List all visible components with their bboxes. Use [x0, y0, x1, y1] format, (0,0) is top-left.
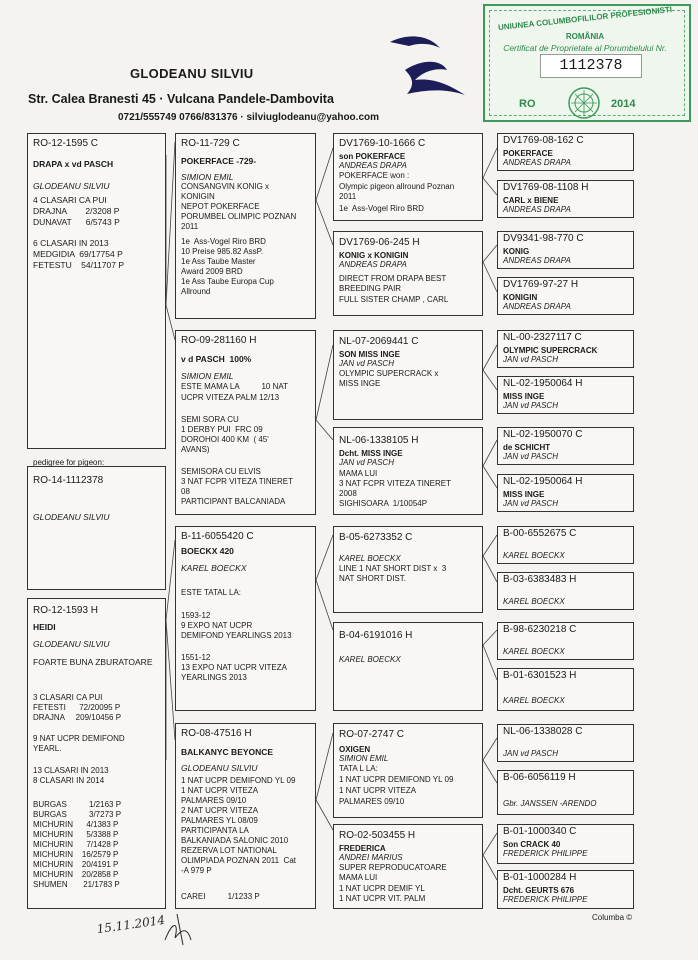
ancestor-note: CAREI 1/1233 P [181, 892, 260, 901]
ancestor-note: 1 NAT UCPR VITEZA [181, 786, 259, 795]
ancestor-ring: DV1769-97-27 H [503, 279, 579, 290]
ancestor-note: SIGHISOARA 1/10054P [339, 499, 428, 508]
gen3-box-a [333, 133, 483, 221]
ancestor-owner: FREDERICK PHILIPPE [503, 895, 588, 904]
ancestor-owner: GLODEANU SILVIU [181, 763, 258, 773]
ancestor-note: Olympic pigeon allround Poznan [339, 182, 455, 191]
gen4-box [497, 330, 634, 368]
ancestor-owner: ANDREAS DRAPA [339, 260, 407, 269]
ancestor-owner: KAREL BOECKX [503, 696, 565, 705]
ancestor-ring: B-01-6301523 H [503, 670, 577, 681]
ancestor-note: DOROHOI 400 KM ( 45' [181, 435, 269, 444]
ancestor-note: MAMA LUI [339, 873, 378, 882]
ancestor-note: 1e Ass Taube Europa Cup [181, 277, 274, 286]
ancestor-note: 1 DERBY PUI FRC 09 [181, 425, 263, 434]
ancestor-owner: Gbr. JANSSEN -ARENDO [503, 799, 597, 808]
sire-line: FETESTU 54/11707 P [33, 260, 125, 270]
sire-line: MEDGIDIA 69/17754 P [33, 249, 123, 259]
dam-line: MICHURIN 16/2579 P [33, 850, 119, 859]
certificate-country-code: RO [519, 98, 536, 110]
ancestor-ring: B-01-1000284 H [503, 872, 577, 883]
sire-ring: RO-12-1595 C [33, 138, 99, 149]
ancestor-note: 2011 [181, 222, 199, 231]
pedigree-label: pedigree for pigeon: [33, 458, 105, 467]
certificate-number: 1112378 [540, 54, 642, 78]
sire-owner: GLODEANU SILVIU [33, 181, 110, 191]
dam-line: MICHURIN 7/1428 P [33, 840, 119, 849]
certificate-year: 2014 [611, 98, 636, 110]
ancestor-ring: B-05-6273352 C [339, 532, 413, 543]
certificate-union: UNIUNEA COLUMBOFILILOR PROFESIONISTI [497, 4, 673, 33]
ancestor-note: SEMISORA CU ELVIS [181, 467, 261, 476]
ancestor-ring: NL-06-1338105 H [339, 435, 419, 446]
ancestor-owner: JAN vd PASCH [339, 359, 394, 368]
ancestor-owner: KAREL BOECKX [339, 655, 401, 664]
ancestor-owner: JAN vd PASCH [339, 458, 394, 467]
ancestor-note: BREEDING PAIR [339, 284, 402, 293]
ancestor-note: 1 NAT UCPR DEMIFOND YL 09 [181, 776, 296, 785]
ancestor-name: CARL x BIENE [503, 196, 559, 205]
ancestor-note: 1 NAT UCPR VITEZA [339, 786, 417, 795]
ancestor-name: KONIG x KONIGIN [339, 251, 409, 260]
ancestor-note: 1e Ass Taube Master [181, 257, 256, 266]
dam-box [27, 598, 166, 909]
ancestor-ring: RO-09-281160 H [181, 335, 257, 346]
ancestor-note: 2 NAT UCPR VITEZA [181, 806, 259, 815]
ancestor-ring: B-03-6383483 H [503, 574, 577, 585]
ancestor-owner: JAN vd PASCH [503, 401, 558, 410]
ancestor-ring: B-04-6191016 H [339, 630, 413, 641]
ancestor-name: Dcht. MISS INGE [339, 449, 403, 458]
certificate-title: Certificat de Proprietate al Porumbelului Nr. [503, 43, 667, 53]
ancestor-note: 1 NAT UCPR DEMIFOND YL 09 [339, 775, 454, 784]
gen3-box-h [333, 824, 483, 909]
gen4-box [497, 724, 634, 762]
owner-contacts: 0721/555749 0766/831376 · silviuglodeanu@yahoo.com [118, 112, 380, 123]
ancestor-name: KONIG [503, 247, 530, 256]
ancestor-note: YEARLINGS 2013 [181, 673, 247, 682]
ancestor-ring: RO-02-503455 H [339, 830, 416, 841]
ancestor-ring: DV9341-98-770 C [503, 233, 584, 244]
ancestor-note: PORUMBEL OLIMPIC POZNAN [181, 212, 297, 221]
gen4-box [497, 622, 634, 660]
gen4-box [497, 427, 634, 465]
handwritten-signature [95, 900, 215, 950]
ancestor-ring: B-98-6230218 C [503, 624, 577, 635]
ancestor-note: Award 2009 BRD [181, 267, 243, 276]
gen4-box [497, 376, 634, 414]
ancestor-name: BALKANYC BEYONCE [181, 747, 274, 757]
ancestor-note: 3 NAT FCPR VITEZA TINERET [181, 477, 294, 486]
ancestor-note: SUPER REPRODUCATOARE [339, 863, 447, 872]
dam-line: FETESTI 72/20095 P [33, 703, 121, 712]
ancestor-ring: DV1769-10-1666 C [339, 138, 426, 149]
ancestor-owner: KAREL BOECKX [181, 563, 247, 573]
gen4-box [497, 572, 634, 610]
gen3-box-d [333, 427, 483, 515]
granddam-paternal-box [175, 330, 316, 515]
ancestor-owner: KAREL BOECKX [503, 647, 565, 656]
grandsire-paternal-box [175, 133, 316, 319]
ancestor-note: 1e Ass-Vogel Riro BRD [181, 237, 266, 246]
ancestor-note: DEMIFOND YEARLINGS 2013 [181, 631, 292, 640]
ancestor-name: OXIGEN [339, 745, 371, 754]
dam-owner: GLODEANU SILVIU [33, 639, 110, 649]
ancestor-ring: DV1769-08-1108 H [503, 182, 589, 193]
gen4-box [497, 668, 634, 711]
gen4-box [497, 133, 634, 171]
ancestor-note: 08 [181, 487, 190, 496]
ancestor-note: BALKANIADA SALONIC 2010 [181, 836, 289, 845]
ancestor-ring: NL-07-2069441 C [339, 336, 419, 347]
gen3-box-e [333, 526, 483, 613]
gen3-box-c [333, 330, 483, 420]
gen4-box [497, 180, 634, 218]
ancestor-note: PALMARES 09/10 [181, 796, 247, 805]
ancestor-note: MAMA LUI [339, 469, 378, 478]
ancestor-ring: DV1769-06-245 H [339, 237, 420, 248]
ancestor-name: MISS INGE [503, 490, 545, 499]
ancestor-name: FREDERICA [339, 844, 386, 853]
sire-line: 6 CLASARI IN 2013 [33, 238, 109, 248]
footer-brand: Columba © [592, 913, 633, 922]
ancestor-note: -A 979 P [181, 866, 212, 875]
dam-ring: RO-12-1593 H [33, 605, 99, 616]
ancestor-ring: RO-07-2747 C [339, 729, 405, 740]
ancestor-note: PALMARES YL 08/09 [181, 816, 258, 825]
ancestor-note: OLYMPIC SUPERCRACK x [339, 369, 439, 378]
grandsire-maternal-box [175, 526, 316, 711]
subject-ring: RO-14-1112378 [33, 475, 104, 486]
gen4-box [497, 277, 634, 315]
ancestor-owner: JAN vd PASCH [503, 452, 558, 461]
dam-line: YEARL. [33, 744, 62, 753]
ancestor-note: KONIGIN [181, 192, 215, 201]
ancestor-name: POKERFACE [503, 149, 553, 158]
ancestor-name: BOECKX 420 [181, 546, 234, 556]
sire-line: 4 CLASARI CA PUI [33, 195, 107, 205]
ancestor-note: PARTICIPANT BALCANIADA [181, 497, 286, 506]
ancestor-owner: ANDREAS DRAPA [503, 158, 571, 167]
ancestor-ring: RO-11-729 C [181, 138, 240, 149]
ancestor-ring: B-06-6056119 H [503, 772, 576, 783]
ancestor-note: 1e Ass-Vogel Riro BRD [339, 204, 424, 213]
ancestor-name: Dcht. GEURTS 676 [503, 886, 575, 895]
sire-box [27, 133, 166, 449]
gen3-box-b [333, 231, 483, 316]
ancestor-note: 1 NAT UCPR DEMIF YL [339, 884, 425, 893]
ancestor-owner: SIMION EMIL [181, 172, 234, 182]
ancestor-note: PALMARES 09/10 [339, 797, 405, 806]
ancestor-owner: ANDREI MARIUS [339, 853, 403, 862]
ancestor-note: NEPOT POKERFACE [181, 202, 260, 211]
dam-line: FOARTE BUNA ZBURATOARE [33, 657, 153, 667]
ancestor-note: 10 Preise 985.82 AssP. [181, 247, 264, 256]
ancestor-note: POKERFACE won : [339, 171, 410, 180]
ancestor-note: UCPR VITEZA PALM 12/13 [181, 393, 280, 402]
ancestor-ring: NL-02-1950064 H [503, 378, 583, 389]
ancestor-note: TATA L LA: [339, 764, 378, 773]
granddam-maternal-box [175, 723, 316, 909]
ancestor-note: 9 EXPO NAT UCPR [181, 621, 253, 630]
gen4-box [497, 231, 634, 269]
ancestor-name: son POKERFACE [339, 152, 406, 161]
ancestor-note: REZERVA LOT NATIONAL [181, 846, 277, 855]
ancestor-note: DIRECT FROM DRAPA BEST [339, 274, 447, 283]
dam-line: MICHURIN 20/2858 P [33, 870, 119, 879]
ancestor-owner: FREDERICK PHILIPPE [503, 849, 588, 858]
dam-line: 8 CLASARI IN 2014 [33, 776, 105, 785]
gen4-box [497, 870, 634, 909]
dam-line: 9 NAT UCPR DEMIFOND [33, 734, 125, 743]
gen4-box [497, 824, 634, 864]
ancestor-owner: ANDREAS DRAPA [503, 256, 571, 265]
dam-line: MICHURIN 4/1383 P [33, 820, 119, 829]
ancestor-owner: KAREL BOECKX [503, 597, 565, 606]
gen4-box [497, 770, 634, 815]
ancestor-note: 2011 [339, 192, 357, 201]
ancestor-note: 13 EXPO NAT UCPR VITEZA [181, 663, 287, 672]
ancestor-owner: SIMION EMIL [181, 371, 234, 381]
ancestor-name: KONIGIN [503, 293, 538, 302]
ancestor-note: 1593-12 [181, 611, 211, 620]
ancestor-note: 3 NAT FCPR VITEZA TINERET [339, 479, 452, 488]
ancestor-ring: B-01-1000340 C [503, 826, 577, 837]
ancestor-note: 2008 [339, 489, 357, 498]
dam-line: BURGAS 1/2163 P [33, 800, 122, 809]
dam-line: DRAJNA 209/10456 P [33, 713, 122, 722]
dam-line: MICHURIN 5/3388 P [33, 830, 119, 839]
ancestor-ring: NL-02-1950064 H [503, 476, 583, 487]
ancestor-note: ESTE MAMA LA 10 NAT [181, 382, 288, 391]
ancestor-note: FULL SISTER CHAMP , CARL [339, 295, 449, 304]
ancestor-note: NAT SHORT DIST. [339, 574, 406, 583]
sire-line: DUNAVAT 6/5743 P [33, 217, 120, 227]
subject-box [27, 466, 166, 590]
ancestor-ring: NL-06-1338028 C [503, 726, 583, 737]
ancestor-note: SEMI SORA CU [181, 415, 239, 424]
ancestor-ring: NL-00-2327117 C [503, 332, 582, 343]
dam-name: HEIDI [33, 622, 56, 632]
gen4-box [497, 526, 634, 564]
dam-line: MICHURIN 20/4191 P [33, 860, 119, 869]
ancestor-owner: ANDREAS DRAPA [339, 161, 407, 170]
ancestor-owner: JAN vd PASCH [503, 749, 558, 758]
sire-line: DRAJNA 2/3208 P [33, 206, 120, 216]
gen3-box-f [333, 622, 483, 711]
ancestor-owner: KAREL BOECKX [503, 551, 565, 560]
ancestor-owner: KAREL BOECKX [339, 554, 401, 563]
certificate-country: ROMÂNIA [565, 32, 605, 41]
ancestor-note: LINE 1 NAT SHORT DIST x 3 [339, 564, 447, 573]
ancestor-owner: SIMION EMIL [339, 754, 389, 763]
ancestor-owner: JAN vd PASCH [503, 499, 558, 508]
ancestor-note: 1551-12 [181, 653, 211, 662]
ancestor-note: MISS INGE [339, 379, 381, 388]
ancestor-name: OLYMPIC SUPERCRACK [503, 346, 598, 355]
ancestor-name: SON MISS INGE [339, 350, 400, 359]
dam-line: 13 CLASARI IN 2013 [33, 766, 109, 775]
ancestor-note: 1 NAT UCPR VIT. PALM [339, 894, 426, 903]
gen3-box-g [333, 723, 483, 818]
ancestor-ring: NL-02-1950070 C [503, 429, 583, 440]
ancestor-note: ESTE TATAL LA: [181, 588, 242, 597]
ancestor-name: Son CRACK 40 [503, 840, 561, 849]
ancestor-ring: DV1769-08-162 C [503, 135, 584, 146]
ancestor-name: de SCHICHT [503, 443, 551, 452]
gen4-box [497, 474, 634, 512]
handwritten-date: 15.11.2014 [95, 912, 166, 937]
ancestor-note: OLIMPIADA POZNAN 2011 Cat [181, 856, 297, 865]
ancestor-owner: JAN vd PASCH [503, 355, 558, 364]
dam-line: BURGAS 3/7273 P [33, 810, 122, 819]
ancestor-ring: RO-08-47516 H [181, 728, 252, 739]
ancestor-owner: ANDREAS DRAPA [503, 205, 571, 214]
ancestor-name: v d PASCH 100% [181, 354, 252, 364]
ancestor-ring: B-00-6552675 C [503, 528, 577, 539]
sire-name: DRAPA x vd PASCH [33, 159, 114, 169]
ancestor-note: Allround [181, 287, 211, 296]
ancestor-name: POKERFACE -729- [181, 156, 257, 166]
ancestor-note: PARTICIPANTA LA [181, 826, 249, 835]
owner-name: GLODEANU SILVIU [130, 66, 254, 81]
ancestor-note: AVANS) [181, 445, 210, 454]
subject-owner: GLODEANU SILVIU [33, 512, 110, 522]
dam-line: SHUMEN 21/1783 P [33, 880, 120, 889]
dam-line: 3 CLASARI CA PUI [33, 693, 103, 702]
ancestor-name: MISS INGE [503, 392, 545, 401]
ancestor-owner: ANDREAS DRAPA [503, 302, 571, 311]
ancestor-note: CONSANGVIN KONIG x [181, 182, 270, 191]
ancestor-ring: B-11-6055420 C [181, 531, 254, 542]
owner-address: Str. Calea Branesti 45 · Vulcana Pandele-Dambovita [28, 92, 334, 106]
